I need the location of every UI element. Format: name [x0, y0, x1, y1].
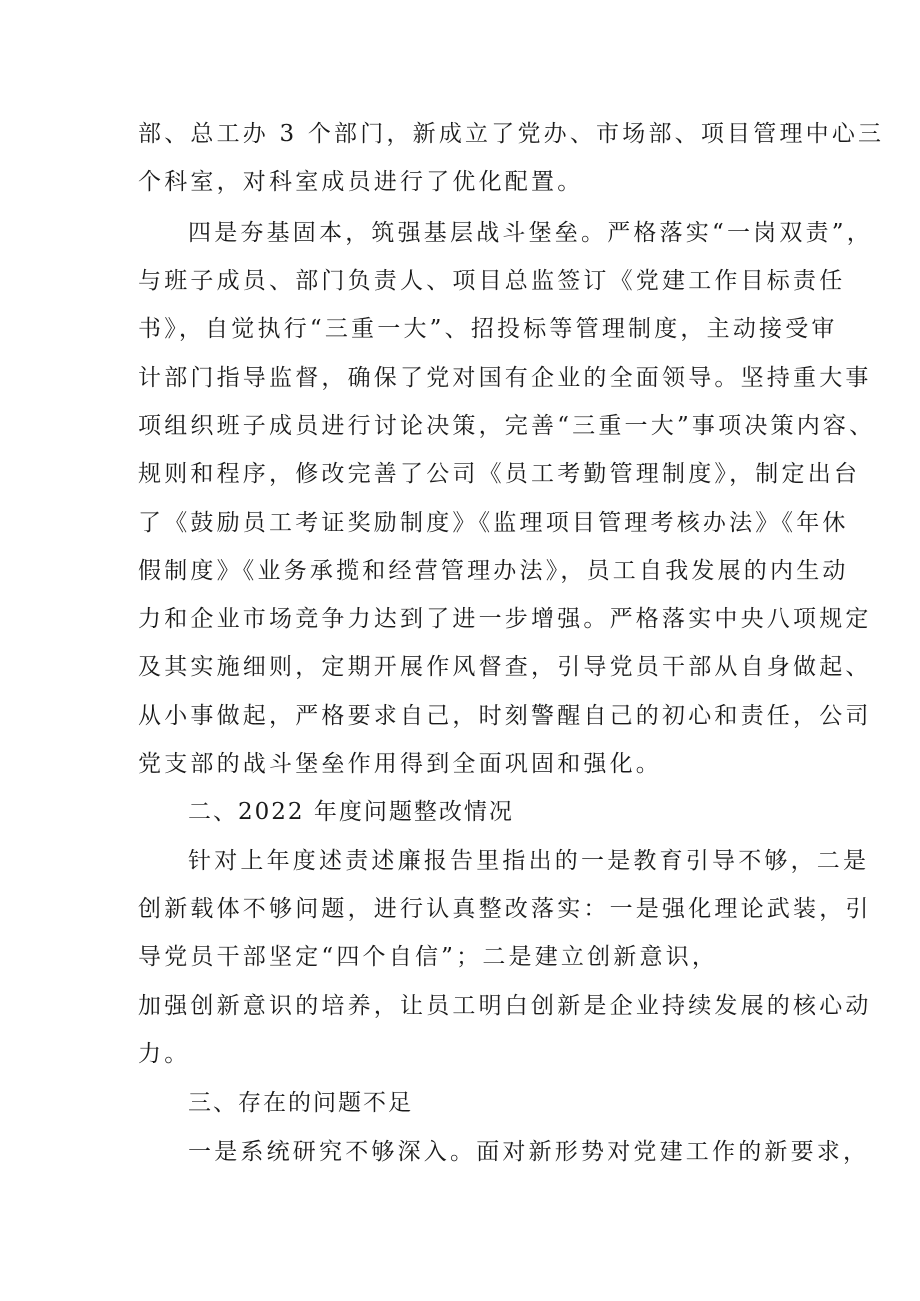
- body-text-line: 项组织班子成员进行讨论决策，完善“三重一大”事项决策内容、: [138, 413, 876, 439]
- body-text-line: 个科室，对科室成员进行了优化配置。: [138, 169, 584, 195]
- paragraph-start-line: 针对上年度述责述廉报告里指出的一是教育引导不够，二是: [188, 848, 870, 874]
- body-text-line: 计部门指导监督，确保了党对国有企业的全面领导。坚持重大事: [138, 365, 872, 391]
- body-text-line: 及其实施细则，定期开展作风督查，引导党员干部从自身做起、: [138, 654, 872, 680]
- paragraph-start-line: 一是系统研究不够深入。面对新形势对党建工作的新要求，: [188, 1139, 870, 1165]
- body-text-line: 力和企业市场竞争力达到了进一步增强。严格落实中央八项规定: [138, 606, 872, 632]
- body-text-line: 部、总工办 3 个部门，新成立了党办、市场部、项目管理中心三: [138, 121, 885, 147]
- section-heading-problems: 三、存在的问题不足: [188, 1090, 413, 1116]
- body-text-line: 与班子成员、部门负责人、项目总监签订《党建工作目标责任: [138, 268, 846, 294]
- body-text-line: 党支部的战斗堡垒作用得到全面巩固和强化。: [138, 751, 662, 777]
- body-text-line: 书》，自觉执行“三重一大”、招投标等管理制度，主动接受审: [138, 316, 838, 342]
- body-text-line: 创新载体不够问题，进行认真整改落实：一是强化理论武装，引: [138, 896, 872, 922]
- paragraph-start-line: 四是夯基固本，筑强基层战斗堡垒。严格落实“一岗双责”，: [188, 220, 873, 246]
- body-text-line: 了《鼓励员工考证奖励制度》《监理项目管理考核办法》《年休: [138, 510, 849, 536]
- body-text-line: 假制度》《业务承揽和经营管理办法》，员工自我发展的内生动: [138, 558, 849, 584]
- body-text-line: 从小事做起，严格要求自己，时刻警醒自己的初心和责任，公司: [138, 703, 872, 729]
- body-text-line: 导党员干部坚定“四个自信”；二是建立创新意识，: [138, 944, 719, 970]
- body-text-line: 加强创新意识的培养，让员工明白创新是企业持续发展的核心动: [138, 993, 872, 1019]
- section-heading-2022-rectification: 二、2022 年度问题整改情况: [188, 799, 514, 825]
- body-text-line: 力。: [138, 1041, 191, 1067]
- body-text-line: 规则和程序，修改完善了公司《员工考勤管理制度》，制定出台: [138, 461, 861, 487]
